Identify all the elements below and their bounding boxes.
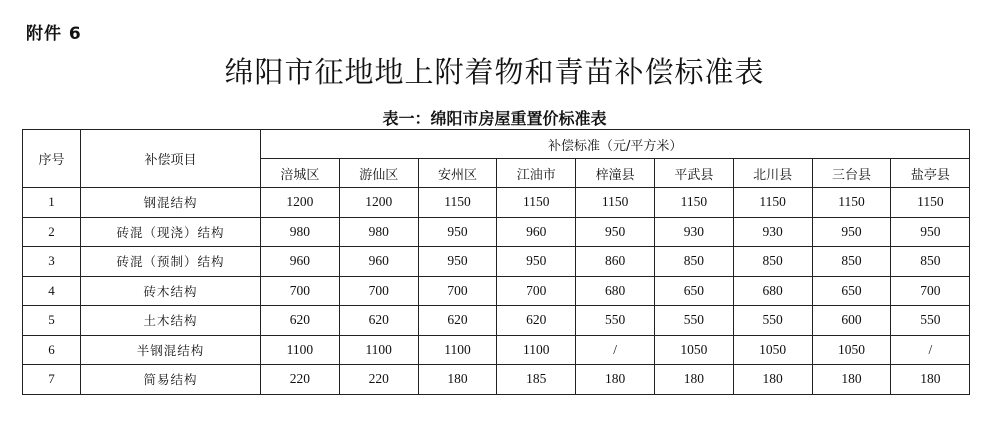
price-cell: 220 — [339, 365, 418, 395]
table-row — [23, 306, 970, 336]
price-cell: 180 — [576, 365, 655, 395]
price-cell: 930 — [733, 217, 812, 247]
price-cell: 1150 — [497, 188, 576, 218]
price-cell: 180 — [812, 365, 891, 395]
price-cell: 1100 — [497, 335, 576, 365]
district-header: 北川县 — [733, 159, 812, 188]
price-cell: 550 — [654, 306, 733, 336]
price-cell: 700 — [891, 276, 970, 306]
price-cell: 1100 — [339, 335, 418, 365]
price-cell: 1150 — [418, 188, 497, 218]
table-row — [23, 217, 970, 247]
price-cell: 930 — [654, 217, 733, 247]
district-header: 涪城区 — [261, 159, 340, 188]
price-cell: / — [576, 335, 655, 365]
price-cell: 950 — [891, 217, 970, 247]
row-item: 半钢混结构 — [81, 335, 261, 365]
price-cell: 1050 — [812, 335, 891, 365]
price-cell: 700 — [418, 276, 497, 306]
district-header: 游仙区 — [339, 159, 418, 188]
price-cell: 185 — [497, 365, 576, 395]
table-row — [23, 276, 970, 306]
district-header: 江油市 — [497, 159, 576, 188]
price-cell: 650 — [812, 276, 891, 306]
price-cell: 680 — [733, 276, 812, 306]
price-cell: 950 — [418, 247, 497, 277]
price-cell: 1150 — [733, 188, 812, 218]
table-row — [23, 188, 970, 218]
price-cell: 180 — [733, 365, 812, 395]
price-cell: 700 — [339, 276, 418, 306]
price-cell: 950 — [576, 217, 655, 247]
price-cell: 850 — [654, 247, 733, 277]
price-cell: 980 — [339, 217, 418, 247]
price-cell: 850 — [891, 247, 970, 277]
row-index: 7 — [23, 365, 81, 395]
price-cell: 980 — [261, 217, 340, 247]
price-cell: 950 — [497, 247, 576, 277]
table-body — [23, 188, 970, 395]
district-header: 三台县 — [812, 159, 891, 188]
price-cell: 960 — [339, 247, 418, 277]
district-header: 平武县 — [654, 159, 733, 188]
row-index: 4 — [23, 276, 81, 306]
price-cell: 620 — [339, 306, 418, 336]
price-cell: 1100 — [261, 335, 340, 365]
price-cell: 860 — [576, 247, 655, 277]
row-index: 2 — [23, 217, 81, 247]
price-cell: 850 — [733, 247, 812, 277]
price-cell: 700 — [497, 276, 576, 306]
price-cell: 1150 — [576, 188, 655, 218]
header-item: 补偿项目 — [81, 130, 261, 188]
price-cell: 1150 — [812, 188, 891, 218]
price-cell: 620 — [418, 306, 497, 336]
table-row — [23, 365, 970, 395]
row-index: 6 — [23, 335, 81, 365]
price-cell: 1050 — [654, 335, 733, 365]
price-cell: 650 — [654, 276, 733, 306]
price-cell: 950 — [812, 217, 891, 247]
row-index: 3 — [23, 247, 81, 277]
price-cell: 550 — [733, 306, 812, 336]
document-title: 绵阳市征地地上附着物和青苗补偿标准表 — [224, 55, 765, 89]
table-row — [23, 335, 970, 365]
price-cell: 1100 — [418, 335, 497, 365]
row-item: 砖混（预制）结构 — [81, 247, 261, 277]
row-item: 钢混结构 — [81, 188, 261, 218]
price-cell: 1150 — [891, 188, 970, 218]
price-cell: 220 — [261, 365, 340, 395]
price-cell: 700 — [261, 276, 340, 306]
table-row — [23, 247, 970, 277]
price-cell: 180 — [654, 365, 733, 395]
price-cell: 180 — [418, 365, 497, 395]
price-cell: 550 — [891, 306, 970, 336]
price-cell: / — [891, 335, 970, 365]
row-item: 土木结构 — [81, 306, 261, 336]
price-cell: 620 — [261, 306, 340, 336]
compensation-table — [22, 129, 970, 395]
price-cell: 1150 — [654, 188, 733, 218]
row-item: 砖混（现浇）结构 — [81, 217, 261, 247]
price-cell: 550 — [576, 306, 655, 336]
price-cell: 850 — [812, 247, 891, 277]
row-item: 砖木结构 — [81, 276, 261, 306]
district-header: 梓潼县 — [576, 159, 655, 188]
price-cell: 950 — [418, 217, 497, 247]
price-cell: 960 — [261, 247, 340, 277]
price-cell: 1050 — [733, 335, 812, 365]
row-index: 1 — [23, 188, 81, 218]
attachment-label: 附件 6 — [26, 24, 82, 44]
price-cell: 180 — [891, 365, 970, 395]
table-subtitle: 表一：绵阳市房屋重置价标准表 — [382, 109, 607, 128]
price-cell: 600 — [812, 306, 891, 336]
price-cell: 1200 — [261, 188, 340, 218]
row-item: 简易结构 — [81, 365, 261, 395]
header-standard: 补偿标准（元/平方米） — [261, 130, 970, 159]
price-cell: 680 — [576, 276, 655, 306]
price-cell: 1200 — [339, 188, 418, 218]
price-cell: 960 — [497, 217, 576, 247]
header-index: 序号 — [23, 130, 81, 188]
price-cell: 620 — [497, 306, 576, 336]
district-header: 盐亭县 — [891, 159, 970, 188]
district-header: 安州区 — [418, 159, 497, 188]
row-index: 5 — [23, 306, 81, 336]
